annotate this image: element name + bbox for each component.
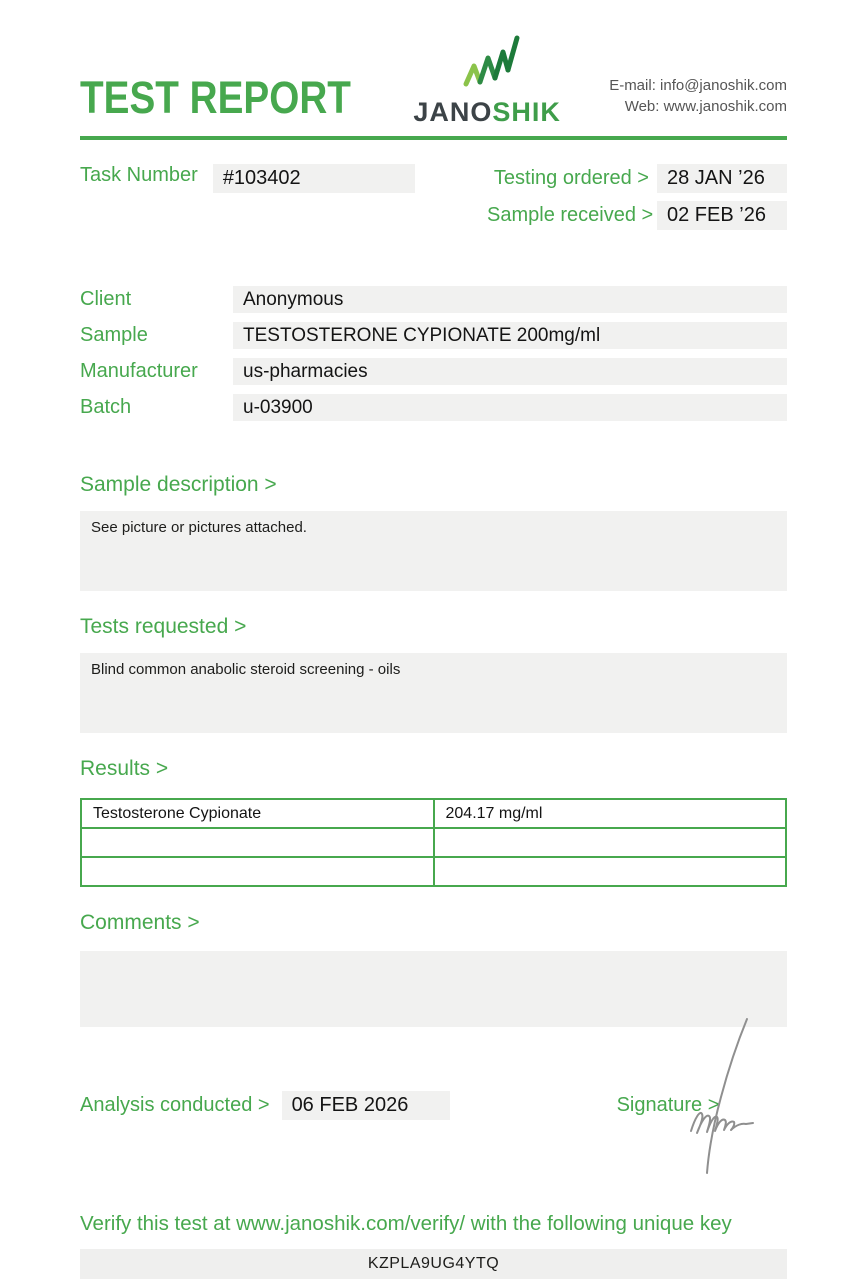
logo-wordmark [413, 97, 561, 128]
results-heading: Results > [80, 757, 169, 780]
sample-label: Sample [80, 324, 148, 346]
sample-received-value: 02 FEB ’26 [657, 201, 787, 230]
manufacturer-label: Manufacturer [80, 360, 198, 382]
sample-received-row [487, 201, 787, 230]
client-value: Anonymous [233, 286, 787, 313]
detail-row-batch [80, 394, 787, 421]
task-number-value: #103402 [213, 164, 415, 193]
analysis-row [80, 1091, 787, 1120]
analysis-conducted-label: Analysis conducted > [80, 1094, 270, 1116]
verify-text: Verify this test at www.janoshik.com/verify/ with the following unique key [80, 1212, 732, 1235]
result-name: Testosterone Cypionate [81, 799, 434, 828]
results-table [80, 798, 787, 887]
detail-row-client [80, 286, 787, 313]
page-title: TEST REPORT [80, 72, 351, 123]
contact-web: Web: www.janoshik.com [624, 98, 787, 116]
result-value [434, 828, 787, 857]
client-label: Client [80, 288, 132, 310]
result-name [81, 857, 434, 886]
result-value: 204.17 mg/ml [434, 799, 787, 828]
testing-ordered-value: 28 JAN ’26 [657, 164, 787, 193]
header-divider [80, 136, 787, 140]
batch-value: u-03900 [233, 394, 787, 421]
sample-description-heading: Sample description > [80, 473, 277, 496]
contact-info [609, 75, 787, 119]
testing-ordered-label: Testing ordered > [493, 167, 649, 189]
task-number-row [80, 164, 415, 238]
analysis-conducted-value: 06 FEB 2026 [282, 1091, 450, 1120]
detail-row-sample [80, 322, 787, 349]
sample-description-box: See picture or pictures attached. [80, 511, 787, 591]
result-name [81, 828, 434, 857]
signature-label: Signature > [616, 1094, 720, 1116]
logo-text-jano: JANO [413, 97, 493, 127]
results-row [81, 857, 786, 886]
contact-email: E-mail: info@janoshik.com [609, 76, 787, 94]
comments-heading: Comments > [80, 911, 200, 934]
janoshik-logo [413, 32, 561, 128]
logo-text-shik: SHIK [492, 97, 561, 127]
tests-requested-box: Blind common anabolic steroid screening - oils [80, 653, 787, 733]
task-number-label: Task Number [80, 164, 198, 186]
sample-received-label: Sample received > [487, 204, 654, 226]
manufacturer-value: us-pharmacies [233, 358, 787, 385]
tests-requested-heading: Tests requested > [80, 615, 247, 638]
sample-value: TESTOSTERONE CYPIONATE 200mg/ml [233, 322, 787, 349]
logo-chart-icon [444, 32, 530, 95]
batch-label: Batch [80, 396, 132, 418]
details-section [80, 286, 787, 421]
header [80, 0, 787, 128]
verify-key: KZPLA9UG4YTQ [80, 1249, 787, 1279]
comments-box [80, 951, 787, 1027]
results-row [81, 828, 786, 857]
result-value [434, 857, 787, 886]
signature-scribble-icon [683, 1015, 778, 1185]
testing-ordered-row [487, 164, 787, 193]
detail-row-manufacturer [80, 358, 787, 385]
task-section [80, 164, 787, 238]
results-row [81, 799, 786, 828]
dates-group [487, 164, 787, 238]
